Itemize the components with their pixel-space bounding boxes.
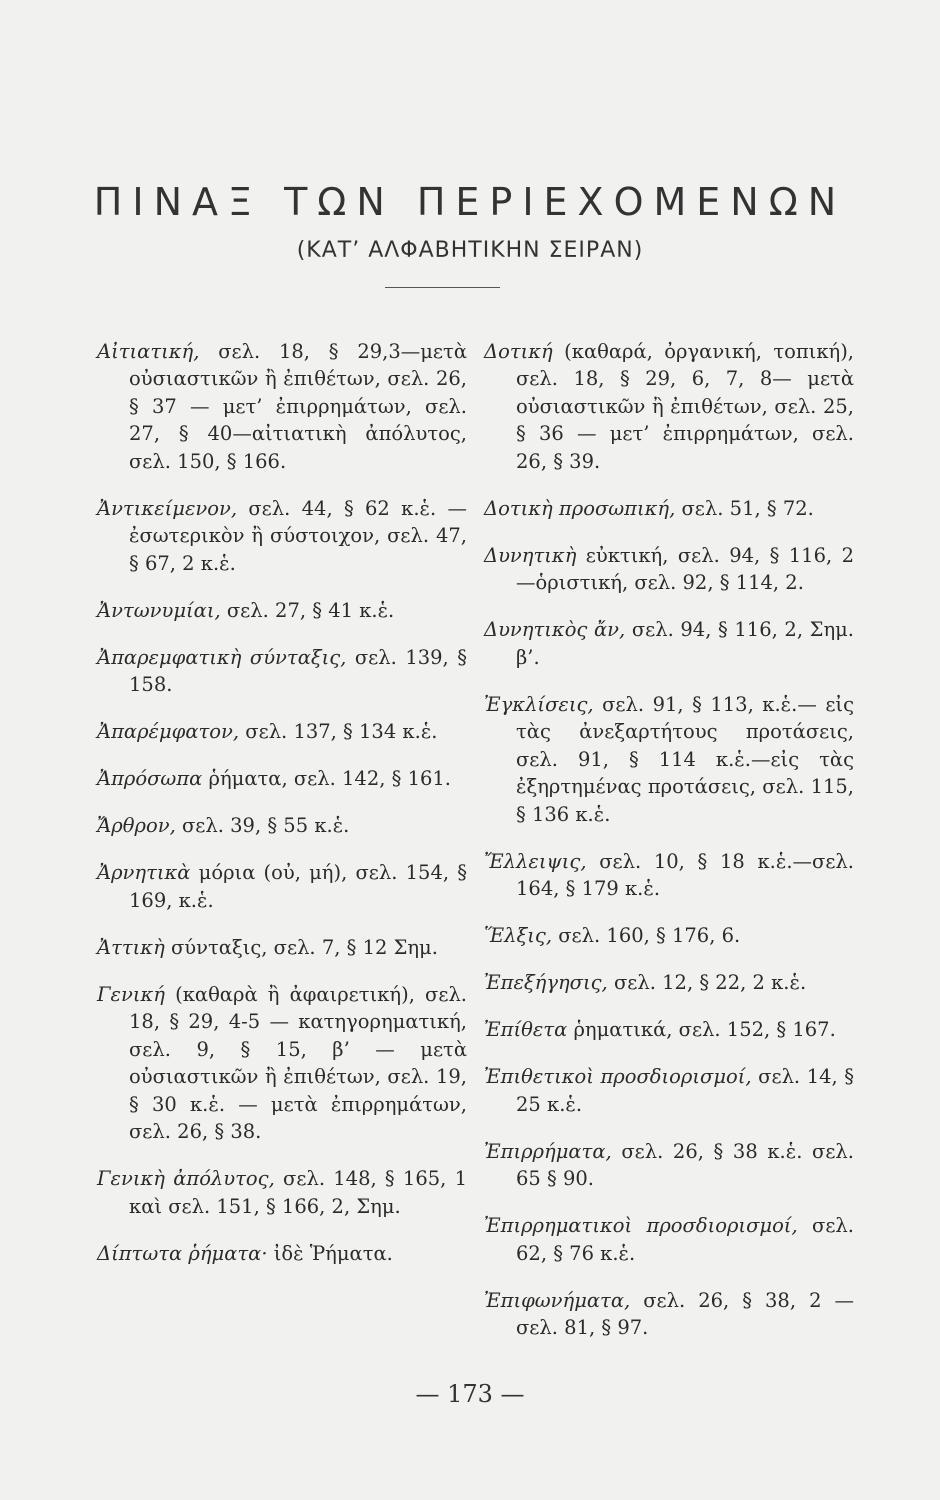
index-entry <box>97 934 467 962</box>
entry-text: σύνταξις, σελ. 7, § 12 Σημ. <box>164 935 438 959</box>
entry-text: σελ. 94, § 116, 2, Σημ. β’. <box>516 618 854 669</box>
index-entry <box>484 338 854 476</box>
page-title: ΠΙΝΑΞ ΤΩΝ ΠΕΡΙΕΧΟΜΕΝΩΝ <box>93 180 847 224</box>
entry-text: (καθαρά, ὀργανική, τοπική), σελ. 18, § 29, 6, 7, 8— μετὰ οὐσιαστικῶν ἢ ἐπιθέτων, σελ. 25, § 36 — μετ’ ἐπιρρημάτων, σελ. 26, § 39. <box>516 339 854 473</box>
entry-text: σελ. 51, § 72. <box>675 496 814 520</box>
index-entry <box>97 338 467 476</box>
index-entry <box>97 1165 467 1220</box>
entry-head: Ἀπαρεμφατικὴ σύνταξις, <box>97 645 347 669</box>
entry-head: Ἔλλειψις, <box>484 849 587 873</box>
entry-text: σελ. 91, § 113, κ.ἑ.— εἰς τὰς ἀνεξαρτήτους προτάσεις, σελ. 91, § 114 κ.ἑ.—εἰς τὰς ἐξηρτημένας προτάσεις, σελ. 115, § 136 κ.ἑ. <box>516 692 854 826</box>
index-entry <box>484 922 854 950</box>
entry-text: (καθαρὰ ἢ ἀφαιρετική), σελ. 18, § 29, 4-5 — κατηγορηματική, σελ. 9, § 15, β’ — μετὰ οὐσιαστικῶν ἢ ἐπιθέτων, σελ. 19, § 30 κ.ἑ. — μετὰ ἐπιρρημάτων, σελ. 26, § 38. <box>129 982 467 1143</box>
entry-text: σελ. 12, § 22, 2 κ.ἑ. <box>607 971 807 994</box>
entry-text: σελ. 39, § 55 κ.ἑ. <box>175 814 350 837</box>
index-entry <box>484 616 854 671</box>
title-divider <box>385 287 500 288</box>
index-entry <box>484 1063 854 1118</box>
entry-head: Γενική <box>97 982 165 1006</box>
index-column-right <box>484 318 854 1353</box>
entry-text: σελ. 160, § 176, 6. <box>552 924 741 947</box>
index-entry <box>97 981 467 1146</box>
entry-text: σελ. 137, § 134 κ.ἑ. <box>239 720 438 743</box>
index-entry <box>97 495 467 578</box>
entry-head: Ἐπιθετικοὶ προσδιορισμοί, <box>484 1065 752 1088</box>
entry-head: Ἄρθρον, <box>97 814 176 837</box>
entry-text: σελ. 148, § 165, 1 καὶ σελ. 151, § 166, 2, Σημ. <box>129 1167 467 1218</box>
entry-head: Ἐπιρρήματα, <box>484 1139 612 1163</box>
index-entry <box>484 691 854 829</box>
entry-text: σελ. 26, § 38 κ.ἑ. σελ. 65 § 90. <box>516 1139 854 1190</box>
index-entry <box>484 1016 854 1044</box>
page-number: — 173 — <box>415 1380 525 1408</box>
index-entry <box>97 812 467 840</box>
entry-head: Δίπτωτα ῥήματα· <box>97 1241 268 1265</box>
entry-head: Ἐπεξήγησις, <box>484 971 608 994</box>
entry-head: Ἐπίθετα <box>484 1018 568 1041</box>
entry-head: Ἐπιρρηματικοὶ προσδιορισμοί, <box>484 1214 798 1237</box>
index-entry <box>484 1212 854 1267</box>
entry-text: ῥηματικά, σελ. 152, § 167. <box>567 1018 836 1041</box>
entry-head: Ἀπρόσωπα <box>97 767 203 790</box>
entry-head: Δυνητικὴ <box>484 543 577 567</box>
entry-text: σελ. 14, § 25 κ.ἑ. <box>516 1065 855 1116</box>
index-entry <box>484 848 854 903</box>
index-entry <box>97 644 467 699</box>
entry-text: σελ. 139, § 158. <box>129 645 467 696</box>
entry-head: Ἐπιφωνήματα, <box>484 1288 631 1312</box>
entry-text: σελ. 44, § 62 κ.ἑ. —ἐσωτερικὸν ἢ σύστοιχον, σελ. 47, § 67, 2 κ.ἑ. <box>129 496 467 575</box>
index-entry <box>97 718 467 746</box>
page-subtitle: (ΚΑΤ’ ΑΛΦΑΒΗΤΙΚΗΝ ΣΕΙΡΑΝ) <box>296 238 644 263</box>
entry-head: Γενικὴ ἀπόλυτος, <box>97 1167 275 1190</box>
entry-head: Ἐγκλίσεις, <box>484 692 594 716</box>
index-entry <box>97 1240 467 1268</box>
entry-head: Ἀττικὴ <box>97 935 165 959</box>
entry-head: Αἰτιατική, <box>97 339 200 363</box>
index-entry <box>484 1287 854 1342</box>
index-entry <box>97 765 467 793</box>
entry-text: εὐκτική, σελ. 94, § 116, 2—ὁριστική, σελ. 92, § 114, 2. <box>516 543 854 594</box>
entry-text: σελ. 10, § 18 κ.ἑ.—σελ. 164, § 179 κ.ἑ. <box>516 849 854 900</box>
entry-head: Ἀπαρέμφατον, <box>97 720 240 743</box>
entry-head: Ἀντωνυμίαι, <box>97 598 221 622</box>
entry-head: Δοτική <box>484 339 553 363</box>
index-entry <box>97 597 467 625</box>
index-entry <box>97 859 467 914</box>
entry-head: Δυνητικὸς ἄν, <box>484 618 626 641</box>
entry-head: Ἀρνητικὰ <box>97 861 191 884</box>
index-entry <box>484 495 854 523</box>
entry-head: Ἀντικείμενον, <box>97 496 238 520</box>
entry-text: σελ. 18, § 29,3—μετὰ οὐσιαστικῶν ἢ ἐπιθέτων, σελ. 26, § 37 — μετ’ ἐπιρρημάτων, σελ. 27, § 40—αἰτιατικὴ ἀπόλυτος, σελ. 150, § 166. <box>129 339 467 473</box>
entry-head: Ἕλξις, <box>484 924 553 947</box>
index-entry <box>484 1138 854 1193</box>
index-entry <box>484 969 854 997</box>
entry-text: μόρια (οὐ, μή), σελ. 154, § 169, κ.ἑ. <box>129 861 467 912</box>
entry-text: ῥήματα, σελ. 142, § 161. <box>202 767 452 790</box>
entry-text: σελ. 27, § 41 κ.ἑ. <box>220 598 395 622</box>
entry-text: σελ. 26, § 38, 2 — σελ. 81, § 97. <box>516 1288 854 1339</box>
entry-text: σελ. 62, § 76 κ.ἑ. <box>516 1214 854 1265</box>
index-column-left <box>97 318 467 1278</box>
index-entry <box>484 542 854 597</box>
entry-text: ἰδὲ Ῥήματα. <box>267 1241 393 1265</box>
entry-head: Δοτικὴ προσωπική, <box>484 496 676 520</box>
